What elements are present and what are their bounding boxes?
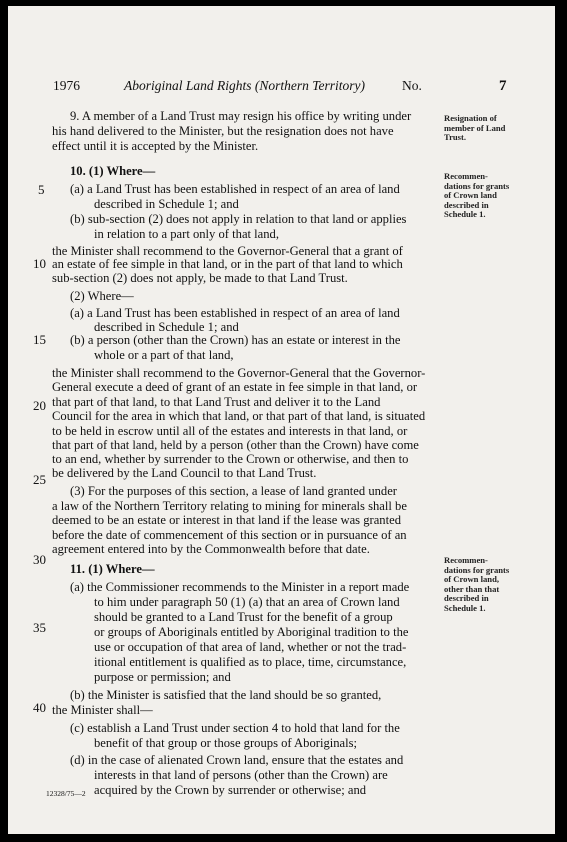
section-10-1b-line: in relation to a part only of that land, [94, 227, 280, 241]
section-11-a-line: to him under paragraph 50 (1) (a) that an area of Crown land [94, 595, 400, 609]
section-10-2-tail: Council for the area in which that land, or that part of that land, is situated [52, 409, 426, 423]
section-10-2a-line: described in Schedule 1; and [94, 320, 239, 334]
margin-note-s11: Recommen-dations for grants of Crown land, other than that described in Schedule 1. [444, 555, 510, 613]
print-code: 12328/75—2 [46, 789, 86, 798]
section-11-a-line: itional entitlement is qualified as to place, time, circumstance, [94, 655, 407, 669]
header-number: No. [402, 78, 422, 93]
section-10-2-tail: that part of that land, held by a person (other than the Crown) have come [52, 438, 419, 452]
line-number: 15 [33, 332, 46, 347]
section-10-3-line: a law of the Northern Territory relating to mining for minerals shall be [52, 499, 407, 513]
section-10-2-tail: that part of that land, to that Land Trust and deliver it to the Land [52, 395, 381, 409]
section-10-3-line: agreement entered into by the Commonwealth before that date. [52, 542, 370, 556]
section-11-a-line: or groups of Aboriginals entitled by Aboriginal tradition to the [94, 625, 409, 639]
section-11-b-line: (b) the Minister is satisfied that the land should be so granted, [70, 688, 382, 702]
section-9-line: effect until it is accepted by the Minister. [52, 139, 259, 153]
section-11-a-line: should be granted to a Land Trust for the benefit of a group [94, 610, 393, 624]
header-year: 1976 [53, 78, 80, 93]
section-10-1b-line: (b) sub-section (2) does not apply in relation to that land or applies [70, 212, 407, 226]
section-10-2-tail: be delivered by the Land Council to that Land Trust. [52, 466, 317, 480]
section-10-heading: 10. (1) Where— [70, 164, 156, 178]
line-number: 40 [33, 700, 46, 715]
section-10-2b-line: (b) a person (other than the Crown) has an estate or interest in the [70, 333, 401, 347]
section-10-2a-line: (a) a Land Trust has been established in respect of an area of land [70, 306, 400, 320]
page-number: 7 [499, 78, 507, 94]
section-10-2-tail: the Minister shall recommend to the Governor-General that the Governor- [52, 366, 426, 380]
section-10-1a-line: (a) a Land Trust has been established in respect of an area of land [70, 182, 400, 196]
section-10-1a-line: described in Schedule 1; and [94, 197, 239, 211]
section-11-c-line: (c) establish a Land Trust under section 4 to hold that land for the [70, 721, 400, 735]
section-10-3-line: (3) For the purposes of this section, a lease of land granted under [70, 484, 397, 498]
section-10-2b-line: whole or a part of that land, [94, 348, 234, 362]
margin-note-s9: Resignation of member of Land Trust. [444, 113, 506, 142]
section-9-line: 9. A member of a Land Trust may resign his office by writing under [70, 109, 412, 123]
section-11-d-line: interests in that land of persons (other than the Crown) are [94, 768, 388, 782]
section-11-a-line: (a) the Commissioner recommends to the Minister in a report made [70, 580, 410, 594]
section-10-2-heading: (2) Where— [70, 289, 134, 303]
section-11-a-line: purpose or permission; and [94, 670, 231, 684]
section-11-d-line: (d) in the case of alienated Crown land, ensure that the estates and [70, 753, 404, 767]
document-page [8, 6, 555, 834]
section-10-1-tail: an estate of fee simple in that land, or in the part of that land to which [52, 257, 403, 271]
line-number: 30 [33, 552, 46, 567]
section-11-shall: the Minister shall— [52, 703, 153, 717]
section-10-1-tail: sub-section (2) does not apply, be made to that Land Trust. [52, 271, 348, 285]
section-11-a-line: use or occupation of that area of land, whether or not the trad- [94, 640, 407, 654]
line-number: 25 [33, 472, 46, 487]
section-10-3-line: deemed to be an estate or interest in that land if the lease was granted [52, 513, 401, 527]
margin-note-s10: Recommen-dations for grants of Crown land described in Schedule 1. [444, 171, 510, 219]
section-11-d-line: acquired by the Crown by surrender or otherwise; and [94, 783, 367, 797]
section-10-3-line: before the date of commencement of this section or in pursuance of an [52, 528, 407, 542]
section-10-2-tail: to be held in escrow until all of the estates and interests in that land, or [52, 424, 408, 438]
section-11-c-line: benefit of that group or those groups of Aboriginals; [94, 736, 358, 750]
section-10-2-tail: to an end, whether by surrender to the Crown or otherwise, and then to [52, 452, 409, 466]
section-10-1-tail: the Minister shall recommend to the Governor-General that a grant of [52, 244, 403, 258]
line-number: 35 [33, 620, 46, 635]
section-9-line: his hand delivered to the Minister, but the resignation does not have [52, 124, 394, 138]
line-number: 10 [33, 256, 46, 271]
line-number: 5 [38, 182, 45, 197]
header-title: Aboriginal Land Rights (Northern Territory) [124, 78, 366, 93]
section-11-heading: 11. (1) Where— [70, 562, 155, 576]
line-number: 20 [33, 398, 46, 413]
section-10-2-tail: General execute a deed of grant of an estate in fee simple in that land, or [52, 380, 418, 394]
